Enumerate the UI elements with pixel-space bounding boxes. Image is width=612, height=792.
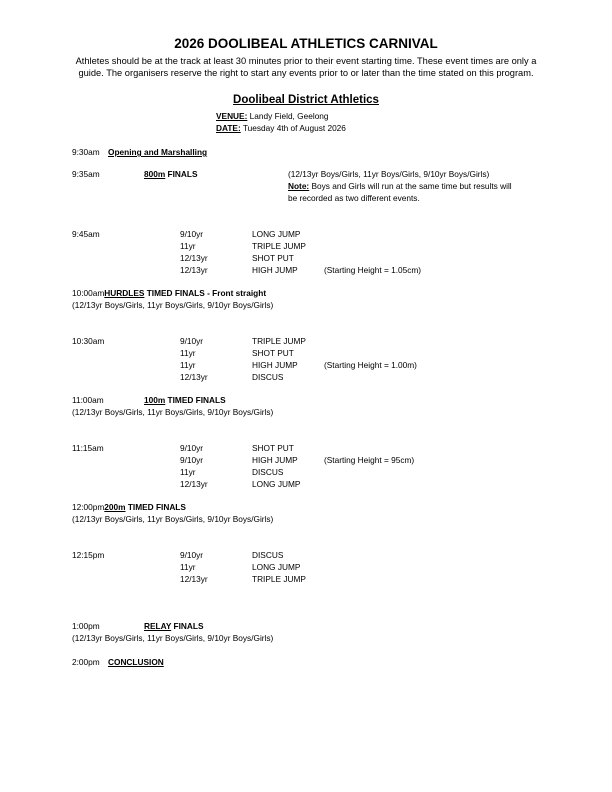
field1115-event-1: SHOT PUT bbox=[252, 443, 294, 453]
field1215-age-3: 12/13yr bbox=[180, 574, 208, 584]
s200-line bbox=[72, 502, 186, 512]
field1030-event-3: HIGH JUMP bbox=[252, 360, 298, 370]
field1030-age-2: 11yr bbox=[180, 348, 196, 358]
hurdles-suffix: TIMED FINALS - Front straight bbox=[144, 288, 267, 298]
field945-age-2: 11yr bbox=[180, 241, 196, 251]
s800-time: 9:35am bbox=[72, 169, 100, 179]
field1030-event-2: SHOT PUT bbox=[252, 348, 294, 358]
field945-age-3: 12/13yr bbox=[180, 253, 208, 263]
hurdles-event: HURDLES bbox=[104, 288, 145, 298]
field1115-age-4: 12/13yr bbox=[180, 479, 208, 489]
opening-time: 9:30am bbox=[72, 147, 100, 157]
s100-groups: (12/13yr Boys/Girls, 11yr Boys/Girls, 9/10yr Boys/Girls) bbox=[72, 407, 274, 417]
field1115-time: 11:15am bbox=[72, 443, 104, 453]
field1115-age-1: 9/10yr bbox=[180, 443, 204, 453]
field1215-event-1: DISCUS bbox=[252, 550, 284, 560]
s800-note-line2: be recorded as two different events. bbox=[288, 193, 420, 203]
s100-title bbox=[144, 395, 226, 405]
s100-time: 11:00am bbox=[72, 395, 104, 405]
date-line bbox=[216, 123, 346, 133]
date-label: DATE: bbox=[216, 123, 241, 133]
field945-event-1: LONG JUMP bbox=[252, 229, 301, 239]
field1030-age-4: 12/13yr bbox=[180, 372, 208, 382]
field1215-age-2: 11yr bbox=[180, 562, 196, 572]
field1030-age-1: 9/10yr bbox=[180, 336, 204, 346]
s800-suffix: FINALS bbox=[165, 169, 198, 179]
s200-event: 200m bbox=[104, 502, 126, 512]
s200-groups: (12/13yr Boys/Girls, 11yr Boys/Girls, 9/10yr Boys/Girls) bbox=[72, 514, 274, 524]
s800-note-label: Note: bbox=[288, 181, 310, 191]
s200-suffix: TIMED FINALS bbox=[125, 502, 186, 512]
field1115-event-4: LONG JUMP bbox=[252, 479, 301, 489]
relay-event: RELAY bbox=[144, 621, 172, 631]
field945-event-4: HIGH JUMP bbox=[252, 265, 298, 275]
s800-event: 800m bbox=[144, 169, 166, 179]
field1030-time: 10:30am bbox=[72, 336, 105, 346]
document-title: 2026 DOOLIBEAL ATHLETICS CARNIVAL bbox=[174, 36, 438, 51]
venue-line bbox=[216, 111, 329, 121]
field945-age-1: 9/10yr bbox=[180, 229, 204, 239]
relay-title bbox=[144, 621, 203, 631]
district-subtitle: Doolibeal District Athletics bbox=[233, 94, 379, 106]
field945-note-4: (Starting Height = 1.05cm) bbox=[324, 265, 422, 275]
field945-event-3: SHOT PUT bbox=[252, 253, 294, 263]
field1115-note-2: (Starting Height = 95cm) bbox=[324, 455, 415, 465]
s100-suffix: TIMED FINALS bbox=[165, 395, 226, 405]
field945-event-2: TRIPLE JUMP bbox=[252, 241, 306, 251]
field1215-age-1: 9/10yr bbox=[180, 550, 204, 560]
field1215-time: 12:15pm bbox=[72, 550, 105, 560]
s800-note-line1: Boys and Girls will run at the same time but results will bbox=[309, 181, 512, 191]
relay-groups: (12/13yr Boys/Girls, 11yr Boys/Girls, 9/10yr Boys/Girls) bbox=[72, 633, 274, 643]
s800-title bbox=[144, 169, 198, 179]
hurdles-groups: (12/13yr Boys/Girls, 11yr Boys/Girls, 9/10yr Boys/Girls) bbox=[72, 300, 274, 310]
field1030-age-3: 11yr bbox=[180, 360, 196, 370]
field1115-age-3: 11yr bbox=[180, 467, 196, 477]
relay-suffix: FINALS bbox=[171, 621, 204, 631]
field1115-event-3: DISCUS bbox=[252, 467, 284, 477]
venue-label: VENUE: bbox=[216, 111, 248, 121]
field1215-event-2: LONG JUMP bbox=[252, 562, 301, 572]
opening-label: Opening and Marshalling bbox=[108, 147, 208, 157]
relay-time: 1:00pm bbox=[72, 621, 100, 631]
field1115-event-2: HIGH JUMP bbox=[252, 455, 298, 465]
field1115-age-2: 9/10yr bbox=[180, 455, 204, 465]
field1215-event-3: TRIPLE JUMP bbox=[252, 574, 306, 584]
hurdles-line bbox=[72, 288, 266, 298]
s100-event: 100m bbox=[144, 395, 166, 405]
s800-note bbox=[288, 181, 512, 191]
field1030-event-1: TRIPLE JUMP bbox=[252, 336, 306, 346]
field1030-event-4: DISCUS bbox=[252, 372, 284, 382]
intro-paragraph: Athletes should be at the track at least 30 minutes prior to their event starting time. These event times are only a guide. The organisers reserve the right to start any events prior to or later than the time stated on this program. bbox=[75, 56, 537, 79]
venue-value: Landy Field, Geelong bbox=[247, 111, 329, 121]
hurdles-time: 10:00am bbox=[72, 288, 105, 298]
s800-groups: (12/13yr Boys/Girls, 11yr Boys/Girls, 9/10yr Boys/Girls) bbox=[288, 169, 490, 179]
field945-age-4: 12/13yr bbox=[180, 265, 208, 275]
conclusion-time: 2:00pm bbox=[72, 657, 100, 667]
field1030-note-3: (Starting Height = 1.00m) bbox=[324, 360, 417, 370]
s200-time: 12:00pm bbox=[72, 502, 105, 512]
conclusion-label: CONCLUSION bbox=[108, 657, 164, 667]
date-value: Tuesday 4th of August 2026 bbox=[240, 123, 346, 133]
field945-time: 9:45am bbox=[72, 229, 100, 239]
